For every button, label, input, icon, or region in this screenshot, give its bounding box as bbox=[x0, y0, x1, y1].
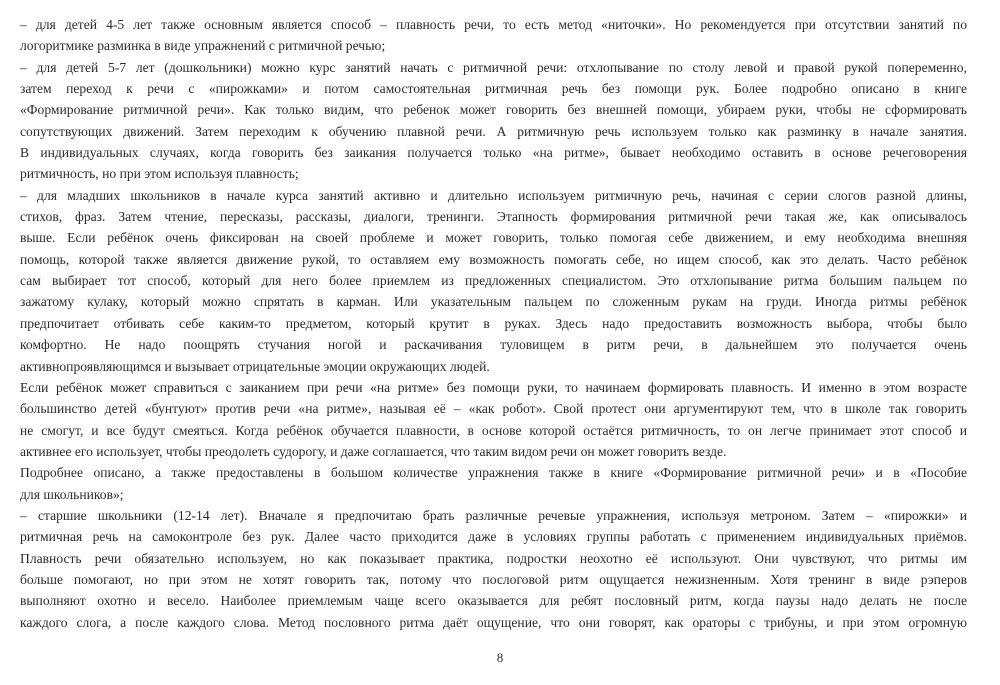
text-line: сам выбирает тот способ, который для него более приемлем из предложенных специалистом. Это отхлопывание ритма большим пальцем по bbox=[20, 273, 967, 289]
text-line: предпочитает отбивать себе каким-то предметом, который крутит в руках. Здесь надо предоставить возможность выбора, чтобы было bbox=[20, 315, 967, 331]
text-line: сопутствующих движений. Затем переходим к обучению плавной речи. А ритмичную речь используем только как разминку в начале занятия. bbox=[20, 123, 967, 139]
text-line: стихов, фраз. Затем чтение, пересказы, рассказы, диалоги, тренинги. Этапность формирования ритмичной речи такая же, как описывалось bbox=[20, 209, 967, 225]
text-line: больше помогают, но при этом не хотят говорить так, потому что послоговой ритм ощущается нежизненным. Хотя тренинг в виде рэперов bbox=[20, 571, 967, 587]
text-line: помощь, которой также является движение рукой, то оставляем ему возможность помогать себе, но ищем способ, как это делать. Часто ребёнок bbox=[20, 251, 967, 267]
text-line: ритмичность, но при этом используя плавность; bbox=[20, 166, 299, 182]
text-line: В индивидуальных случаях, когда говорить без заикания получается только «на ритме», бывает необходимо оставить в основе речеговорения bbox=[20, 145, 967, 161]
text-line: зажатому кулаку, который можно спрятать в карман. Или указательным пальцем по сложенным рукам на груди. Иногда ритмы ребёнок bbox=[20, 294, 967, 310]
text-line: – для детей 4-5 лет также основным является способ – плавность речи, то есть метод «ниточки». Но рекомендуется при отсутствии занятий по bbox=[20, 17, 967, 32]
text-line: большинство детей «бунтуют» против речи «на ритме», называя её – «как робот». Свой протест они аргументируют тем, что в школе так говорить bbox=[20, 401, 967, 417]
body-text bbox=[20, 14, 967, 633]
text-line: затем переход к речи с «пирожками» и потом самостоятельная ритмичная речь без помощи рук. Более подробно описано в книге bbox=[20, 81, 967, 97]
text-line: Плавность речи обязательно используем, но как показывает практика, подростки неохотно её используют. Они чувствуют, что ритмы им bbox=[20, 550, 967, 566]
text-line: «Формирование ритмичной речи». Как только видим, что ребенок может говорить без внешней помощи, убираем руки, чтобы не сформировать bbox=[20, 102, 967, 118]
text-line: для школьников»; bbox=[20, 486, 124, 502]
text-line: активнопроявляющимся и вызывает отрицательные эмоции окружающих людей. bbox=[20, 358, 490, 374]
text-line: Если ребёнок может справиться с заиканием при речи «на ритме» без помощи руки, то начинаем формировать плавность. И именно в этом возрасте bbox=[20, 379, 967, 395]
text-line: выше. Если ребёнок очень фиксирован на своей проблеме и может говорить, только помогая себе движением, и ему необходима внешняя bbox=[20, 230, 967, 246]
text-line: ритмичная речь на самоконтроле без рук. Далее часто приходится даже в условиях группы работать с применением индивидуальных приёмов. bbox=[20, 529, 967, 545]
text-line: – для младших школьников в начале курса занятий активно и длительно используем ритмичную речь, начиная с серии слогов разной длины, bbox=[20, 187, 967, 203]
text-line: – для детей 5-7 лет (дошкольники) можно курс занятий начать с ритмичной речи: отхлопывание по столу левой и правой рукой попеременно, bbox=[20, 59, 967, 75]
text-line: каждого слога, а после каждого слова. Метод пословного ритма даёт ощущение, что они говорят, как ораторы с трибуны, и при этом огромную bbox=[20, 614, 967, 630]
text-line: Подробнее описано, а также предоставлены в большом количестве упражнения также в книге «Формирование ритмичной речи» и в «Пособие bbox=[20, 465, 967, 481]
page-number: 8 bbox=[496, 650, 504, 665]
text-line: комфортно. Не надо поощрять стучания ногой и раскачивания туловищем в ритм речи, в дальнейшем это получается очень bbox=[20, 337, 967, 353]
text-line: активнее его использует, чтобы преодолеть судорогу, и даже соглашается, что таким видом речи он может говорить везде. bbox=[20, 443, 727, 459]
text-line: выполняют охотно и весело. Наиболее приемлемым чаще всего оказывается для ребят пословный ритм, когда паузы надо делать не после bbox=[20, 593, 967, 609]
text-line: – старшие школьники (12-14 лет). Вначале я предпочитаю брать различные речевые упражнения, используя метроном. Затем – «пирожки» и bbox=[20, 507, 967, 523]
text-line: логоритмике разминка в виде упражнений с ритмичной речью; bbox=[20, 38, 386, 54]
text-line: не смогут, и все будут смеяться. Когда ребёнок обучается плавности, в основе которой остаётся ритмичность, то он легче принимает этот способ и bbox=[20, 422, 967, 438]
